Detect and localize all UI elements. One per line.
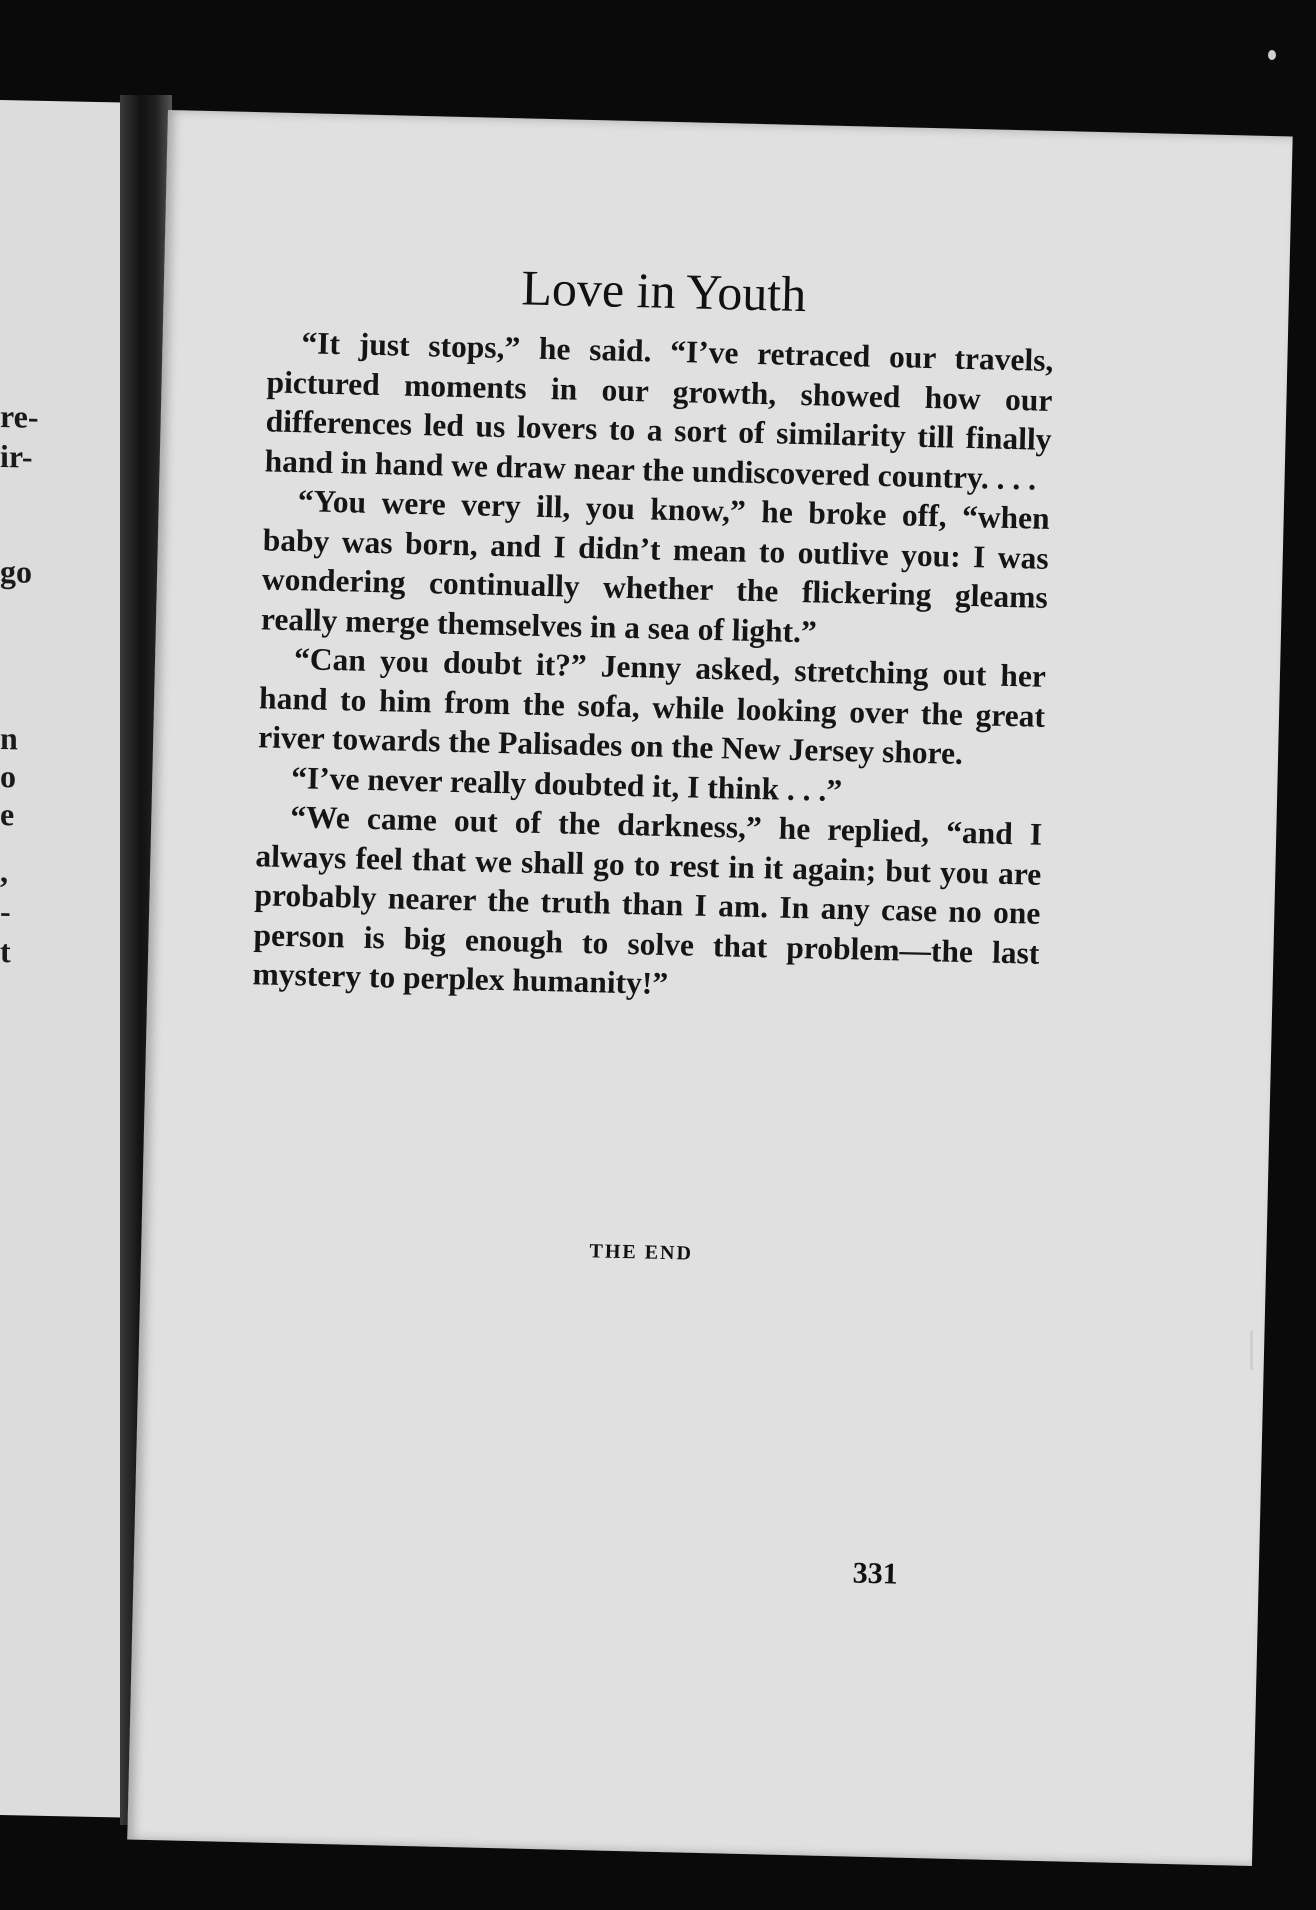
- paragraph: “We came out of the darkness,” he replied, “and I always feel that we shall go to rest in it again; but you are probably nearer the truth than I am. In any case no one person is big enough to solve that problem—the last mystery to perplex humanity!”: [252, 799, 1043, 1002]
- paragraph: “You were very ill, you know,” he broke off, “when baby was born, and I didn’t mean to outlive you: I was wondering continually whether the flickering gleams really merge themselves in a sea of light.”: [260, 483, 1051, 649]
- dust-speck: [1250, 1330, 1253, 1370]
- body-text: [252, 322, 1054, 1012]
- right-page: [127, 110, 1292, 1866]
- dust-speck: [1268, 50, 1276, 60]
- left-page-fragment: go: [0, 553, 32, 590]
- left-page-fragment: ,: [0, 853, 8, 890]
- paragraph: “I’ve never really doubted it, I think . . .”: [290, 759, 843, 808]
- left-page-fragment: re-: [0, 398, 39, 435]
- left-page-fragment: e: [0, 796, 15, 833]
- left-page-fragment: t: [0, 933, 11, 970]
- page-title: Love in Youth: [520, 259, 807, 323]
- paragraph: “It just stops,” he said. “I’ve retraced our travels, pictured moments in our growth, showed how our differences led us lovers to a sort of similarity till finally hand in hand we draw near the undiscovered country. . . .: [264, 325, 1054, 497]
- page-number: 331: [852, 1556, 899, 1591]
- left-page-fragment: n: [0, 720, 18, 757]
- paragraph: “Can you doubt it?” Jenny asked, stretching out her hand to him from the sofa, while looking over the great river towards the Palisades on the New Jersey shore.: [257, 641, 1047, 771]
- left-page-fragment: o: [0, 758, 16, 795]
- left-page-fragment: ir-: [0, 438, 33, 475]
- end-marker: THE END: [589, 1240, 694, 1265]
- left-page-fragment: -: [0, 893, 11, 930]
